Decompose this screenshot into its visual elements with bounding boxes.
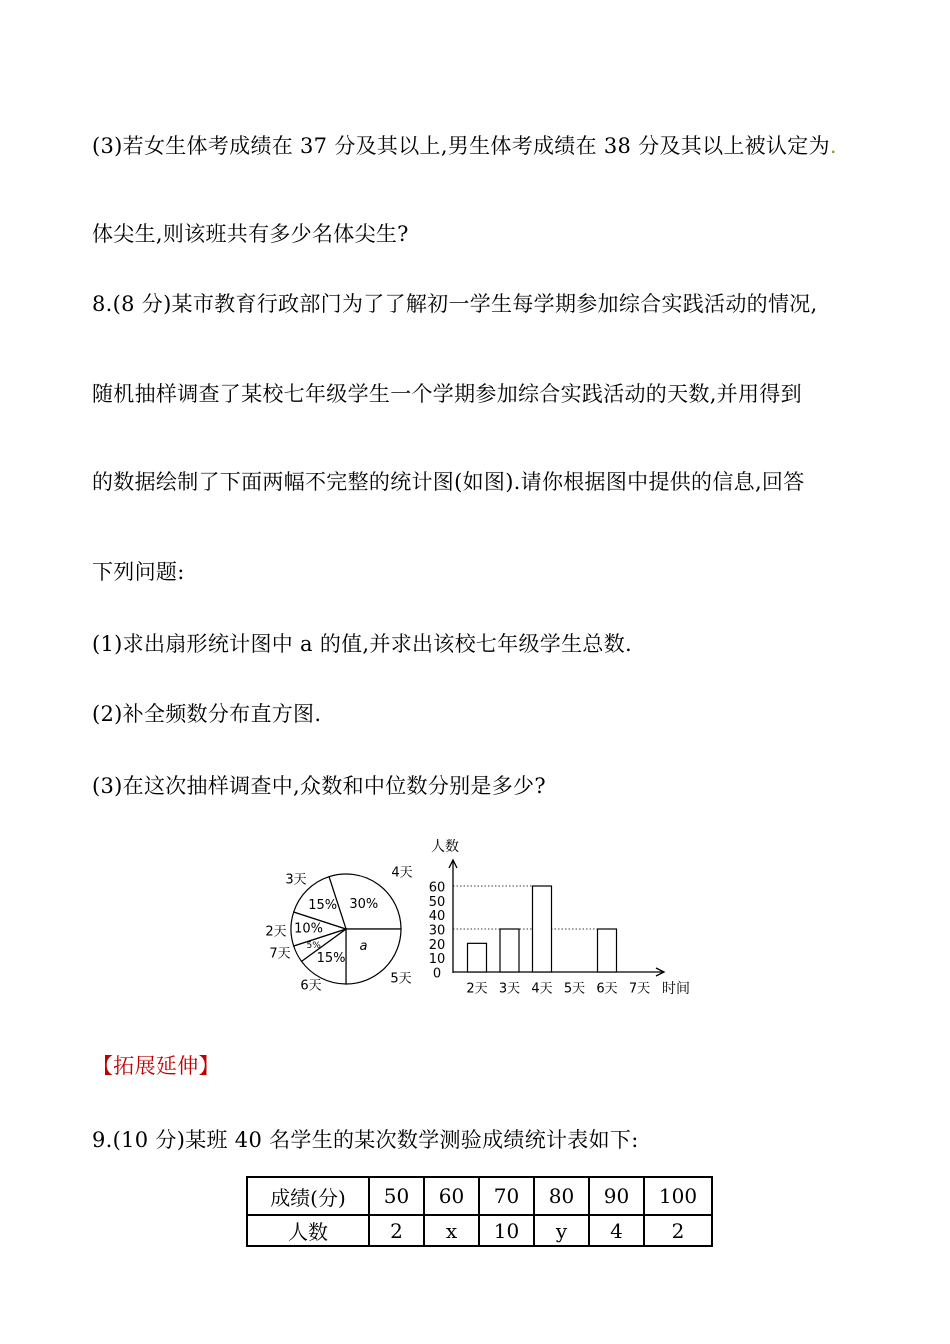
x-tick-label: 7天 [628, 981, 651, 997]
pie-value-label: 5% [306, 940, 321, 951]
bar [598, 929, 617, 972]
y-axis-title: 人数 [431, 839, 459, 855]
q7-3-line2: 体尖生,则该班共有多少名体尖生? [92, 222, 409, 246]
bar-chart [429, 838, 690, 997]
y-tick-label: 10 [428, 952, 446, 968]
pie-category-label: 6天 [300, 978, 322, 994]
section-heading: 【拓展延伸】 [92, 1054, 220, 1078]
q8-line3: 的数据绘制了下面两幅不完整的统计图(如图).请你根据图中提供的信息,回答 [92, 470, 805, 494]
q8-part2: (2)补全频数分布直方图. [92, 702, 322, 726]
x-tick-label: 5天 [563, 981, 586, 997]
table-cell: x [424, 1215, 479, 1246]
pie-value-label: 15% [308, 898, 338, 914]
q8-line4: 下列问题: [92, 560, 185, 584]
table-cell: 80 [534, 1177, 589, 1215]
y-tick-label: 60 [428, 880, 446, 896]
x-tick-label: 6天 [596, 981, 618, 997]
table-cell: 70 [479, 1177, 534, 1215]
q7-3-line1: (3)若女生体考成绩在 37 分及其以上,男生体考成绩在 38 分及其以上被认定为. [92, 134, 837, 158]
pie-value-label: 15% [316, 950, 346, 966]
q8-line1: 8.(8 分)某市教育行政部门为了了解初一学生每学期参加综合实践活动的情况, [92, 292, 818, 316]
y-tick-label: 40 [428, 909, 446, 925]
pie-category-label: 3天 [285, 872, 307, 888]
pie-value-label: 30% [349, 897, 379, 913]
x-tick-label: 4天 [531, 981, 553, 997]
x-tick-label: 2天 [466, 981, 488, 997]
y-tick-label: 20 [428, 937, 446, 953]
q8-part3: (3)在这次抽样调查中,众数和中位数分别是多少? [92, 774, 546, 798]
x-tick-label: 3天 [498, 981, 521, 997]
q8-line2: 随机抽样调查了某校七年级学生一个学期参加综合实践活动的天数,并用得到 [92, 382, 802, 406]
x-axis-title: 时间 [662, 981, 690, 997]
pie-category-label: 4天 [391, 865, 413, 881]
y-tick-label: 0 [432, 966, 442, 982]
bar [533, 886, 552, 972]
pie-chart [265, 866, 412, 994]
bar [500, 929, 519, 972]
q9-text: 9.(10 分)某班 40 名学生的某次数学测验成绩统计表如下: [92, 1128, 639, 1152]
table-cell: 人数 [247, 1215, 369, 1246]
table-cell: 4 [589, 1215, 644, 1246]
table-cell: 60 [424, 1177, 479, 1215]
table-cell: 90 [589, 1177, 644, 1215]
table-cell: y [534, 1215, 589, 1246]
table-cell: 2 [644, 1215, 712, 1246]
table-header-row [247, 1177, 712, 1215]
pie-category-label: 5天 [390, 971, 412, 987]
table-cell: 50 [369, 1177, 424, 1215]
statistics-charts [260, 832, 700, 1007]
table-cell: 100 [644, 1177, 712, 1215]
bar [468, 943, 487, 972]
y-tick-label: 50 [428, 894, 446, 910]
y-tick-label: 30 [428, 923, 446, 939]
score-table [246, 1176, 713, 1247]
pie-value-label: 10% [294, 921, 324, 937]
table-cell: 成绩(分) [247, 1177, 369, 1215]
pie-value-label: a [359, 939, 368, 955]
q8-part1: (1)求出扇形统计图中 a 的值,并求出该校七年级学生总数. [92, 632, 632, 656]
table-row [247, 1215, 712, 1246]
table-cell: 10 [479, 1215, 534, 1246]
table-cell: 2 [369, 1215, 424, 1246]
pie-category-label: 7天 [269, 946, 291, 962]
pie-category-label: 2天 [265, 924, 287, 940]
